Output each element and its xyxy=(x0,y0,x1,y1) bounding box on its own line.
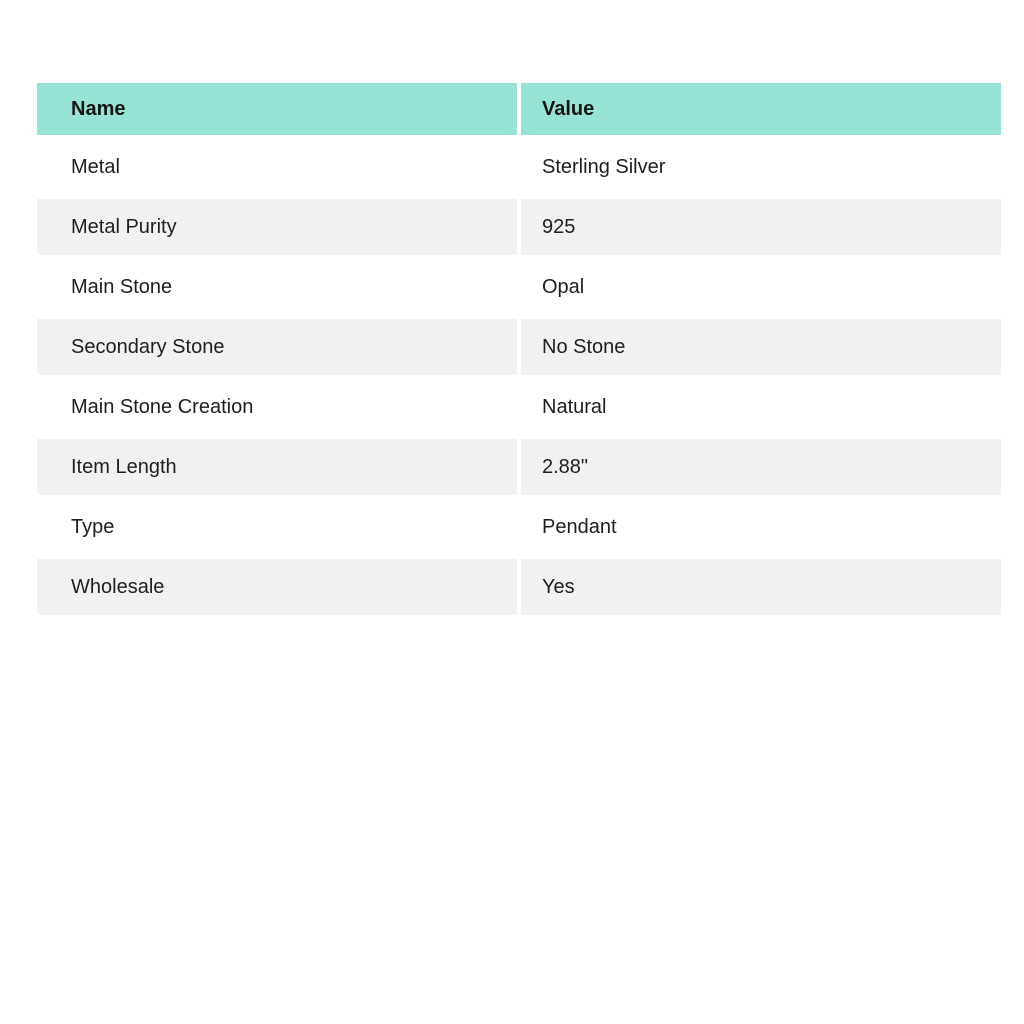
spec-name-cell: Type xyxy=(37,499,517,555)
column-header-value: Value xyxy=(521,83,1001,135)
spec-value-cell: 925 xyxy=(521,199,1001,255)
spec-name-cell: Wholesale xyxy=(37,559,517,615)
table-row xyxy=(37,259,1001,315)
table-row xyxy=(37,439,1001,495)
spec-value-cell: Opal xyxy=(521,259,1001,315)
spec-name-cell: Main Stone Creation xyxy=(37,379,517,435)
table-row xyxy=(37,319,1001,375)
table-row xyxy=(37,559,1001,615)
spec-value-cell: No Stone xyxy=(521,319,1001,375)
spec-value-cell: Natural xyxy=(521,379,1001,435)
table-row xyxy=(37,139,1001,195)
spec-name-cell: Metal Purity xyxy=(37,199,517,255)
table-row xyxy=(37,199,1001,255)
spec-name-cell: Secondary Stone xyxy=(37,319,517,375)
spec-value-cell: 2.88" xyxy=(521,439,1001,495)
spec-value-cell: Pendant xyxy=(521,499,1001,555)
spec-value-cell: Yes xyxy=(521,559,1001,615)
item-specifics-table xyxy=(33,79,1005,619)
spec-name-cell: Main Stone xyxy=(37,259,517,315)
table-row xyxy=(37,499,1001,555)
table-header-row xyxy=(37,83,1001,135)
spec-value-cell: Sterling Silver xyxy=(521,139,1001,195)
spec-name-cell: Metal xyxy=(37,139,517,195)
table-row xyxy=(37,379,1001,435)
spec-name-cell: Item Length xyxy=(37,439,517,495)
column-header-name: Name xyxy=(37,83,517,135)
